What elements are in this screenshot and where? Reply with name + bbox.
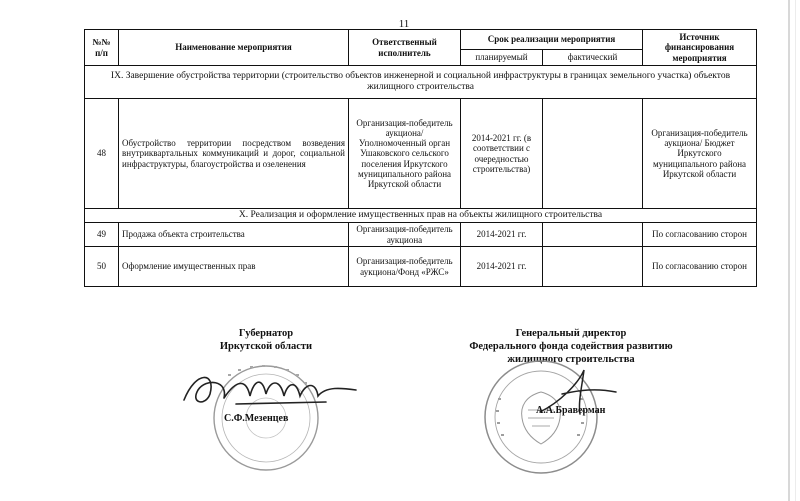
section-ix-row [85, 66, 757, 99]
table-row [85, 99, 757, 209]
row-50-source: По согласованию сторон [643, 247, 757, 287]
header-source: Источник финансирования мероприятия [643, 30, 757, 66]
row-48-num: 48 [85, 99, 119, 209]
page-edge [788, 0, 790, 501]
row-50-responsible: Организация-победитель аукциона/Фонд «РЖС» [349, 247, 461, 287]
right-title-line1: Генеральный директор [515, 328, 627, 339]
row-49-name: Продажа объекта строительства [119, 223, 349, 247]
row-49-actual [543, 223, 643, 247]
left-signatory-title [196, 327, 336, 353]
row-49-num: 49 [85, 223, 119, 247]
header-planned: планируемый [461, 50, 543, 66]
header-name: Наименование мероприятия [119, 30, 349, 66]
section-x-row [85, 209, 757, 223]
row-48-source: Организация-победитель аукциона/ Бюджет Иркутского муниципального района Иркутской области [643, 99, 757, 209]
row-48-actual [543, 99, 643, 209]
page-number: 11 [398, 18, 410, 30]
header-row-1 [85, 30, 757, 50]
table-row [85, 223, 757, 247]
row-50-actual [543, 247, 643, 287]
left-signature-scrawl [176, 360, 376, 420]
header-period: Срок реализации мероприятия [461, 30, 643, 50]
left-title-line1: Губернатор [238, 328, 294, 339]
row-49-planned: 2014-2021 гг. [461, 223, 543, 247]
row-50-num: 50 [85, 247, 119, 287]
right-title-line3: жилищного строительства [507, 354, 635, 366]
row-48-planned: 2014-2021 гг. (в соответствии с очередностью строительства) [461, 99, 543, 209]
header-num: №№ п/п [85, 30, 119, 66]
measures-table [84, 29, 757, 287]
row-50-planned: 2014-2021 гг. [461, 247, 543, 287]
header-actual: фактический [543, 50, 643, 66]
row-50-name: Оформление имущественных прав [119, 247, 349, 287]
section-x-title: X. Реализация и оформление имущественных прав на объекты жилищного строительства [85, 209, 757, 223]
left-signatory-name: С.Ф.Мезенцев [224, 413, 289, 424]
section-ix-title: IX. Завершение обустройства территории (строительство объектов инженерной и социальной инфраструктуры в границах земельного участка) объектов жилищного строительства [85, 66, 757, 99]
page-edge-shadow [795, 0, 796, 501]
right-signatory-name: А.А.Браверман [536, 405, 606, 416]
row-48-responsible: Организация-победитель аукциона/ Уполномоченный орган Ушаковского сельского поселения Иркутского муниципального района Иркутской области [349, 99, 461, 209]
row-49-source: По согласованию сторон [643, 223, 757, 247]
row-48-name: Обустройство территории посредством возведения внутриквартальных коммуникаций и дорог, социальной инфраструктуры, благоустройства и озеленения [119, 99, 349, 209]
table-row [85, 247, 757, 287]
right-title-line2: Федерального фонда содействия развитию [469, 341, 673, 353]
row-49-responsible: Организация-победитель аукциона [349, 223, 461, 247]
header-responsible: Ответственный исполнитель [349, 30, 461, 66]
left-title-line2: Иркутской области [219, 341, 313, 353]
